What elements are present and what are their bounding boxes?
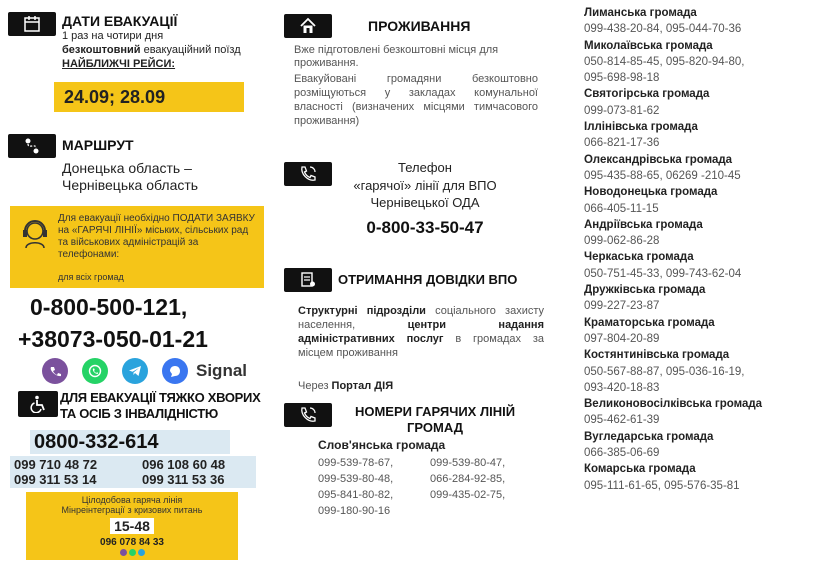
document-icon — [284, 268, 332, 292]
evac-dates: 24.09; 28.09 — [54, 82, 244, 112]
evac-train: евакуаційний поїзд — [140, 44, 241, 56]
signal-icon[interactable] — [162, 358, 188, 384]
list-item — [318, 487, 505, 503]
community-phones[interactable]: 066-405-11-15 — [584, 202, 659, 215]
hotline-phone[interactable]: 0-800-33-50-47 — [366, 218, 484, 237]
community-phones[interactable]: 099-062-86-28 — [584, 235, 660, 248]
phone-main-2[interactable]: +38073-050-01-21 — [18, 326, 208, 352]
cert-cnap: центри надання адміністративних послуг — [298, 319, 544, 345]
community-phones[interactable]: 095-435-88-65, 06269 -210-45 — [584, 169, 741, 182]
operator-icon — [18, 216, 52, 250]
community-name: Святогірська громада — [584, 88, 710, 101]
hotline-l2: «гарячої» лінії для ВПО — [353, 178, 497, 193]
community-phones[interactable]: 050-814-85-45, 095-820-94-80, — [584, 55, 745, 68]
community-name: Новодонецька громада — [584, 186, 718, 199]
community-phones[interactable]: 050-567-88-87, 095-036-16-19, — [584, 365, 745, 378]
housing-title: ПРОЖИВАННЯ — [368, 18, 471, 34]
community-phones[interactable]: 099-438-20-84, 095-044-70-36 — [584, 23, 742, 36]
community-phones[interactable]: 050-751-45-33, 099-743-62-04 — [584, 267, 742, 280]
phone-number[interactable]: 099-539-80-47, — [430, 457, 506, 469]
viber-icon — [120, 549, 127, 556]
community-phones[interactable]: 095-462-61-39 — [584, 414, 660, 427]
evac-line1: 1 раз на чотири дня — [62, 30, 164, 42]
cert-via: Через — [298, 380, 332, 392]
cert-struct: Структурні підрозділи — [298, 305, 426, 317]
minreint-messengers — [26, 549, 238, 556]
phone-number[interactable]: 099-539-80-48, — [318, 473, 394, 485]
hotlines-title-1: НОМЕРИ ГАРЯЧИХ ЛІНІЙ — [354, 404, 516, 419]
notice-sub: для всіх громад — [58, 272, 124, 282]
disabled-title-2: ТА ОСІБ З ІНВАЛІДНІСТЮ — [60, 406, 219, 421]
community-phones[interactable]: 097-804-20-89 — [584, 332, 660, 345]
phone-number[interactable]: 066-284-92-85, — [430, 473, 506, 485]
route-line1: Донецька область – — [62, 160, 192, 176]
community-name: Лиманська громада — [584, 7, 697, 19]
phone-main-1[interactable]: 0-800-500-121, — [30, 294, 188, 320]
certificate-p1 — [298, 304, 544, 360]
evac-line2 — [62, 44, 241, 56]
community-phones[interactable]: 099-227-23-87 — [584, 300, 660, 313]
list-item — [318, 471, 505, 487]
list-item — [318, 503, 505, 519]
wheelchair-icon — [18, 391, 58, 417]
community-phones[interactable]: 066-385-06-69 — [584, 447, 660, 460]
viber-icon[interactable] — [42, 358, 68, 384]
route-line2: Чернівецька область — [62, 177, 199, 193]
evac-free: безкоштовний — [62, 44, 141, 56]
disabled-number[interactable]: 096 108 60 48 — [142, 457, 226, 472]
minreint-short[interactable]: 15-48 — [110, 518, 154, 534]
community-name: Вугледарська громада — [584, 430, 714, 443]
notice-box — [10, 206, 264, 288]
disabled-title-1: ДЛЯ ЕВАКУАЦІЇ ТЯЖКО ХВОРИХ — [60, 390, 261, 405]
disabled-number[interactable]: 099 311 53 14 — [14, 472, 97, 487]
community-name: Миколаївська громада — [584, 39, 713, 52]
community-name: Андріївська громада — [584, 218, 703, 231]
community-name: Костянтинівська громада — [584, 349, 730, 362]
community-name: Олександрівська громада — [584, 153, 733, 166]
evac-title: ДАТИ ЕВАКУАЦІЇ — [62, 13, 178, 29]
disabled-number[interactable]: 099 710 48 72 — [14, 457, 98, 472]
minreint-phone[interactable]: 096 078 84 33 — [100, 537, 164, 548]
whatsapp-icon[interactable] — [82, 358, 108, 384]
telegram-icon[interactable] — [122, 358, 148, 384]
phone-icon — [284, 403, 332, 427]
right-column — [584, 5, 814, 494]
phone-number[interactable]: 099-435-02-75, — [430, 489, 506, 501]
certificate-p2 — [298, 380, 393, 392]
community-phones[interactable]: 095-111-61-65, 095-576-35-81 — [584, 479, 740, 492]
community-name: Краматорська громада — [584, 316, 715, 329]
community-name: Черкаська громада — [584, 251, 694, 264]
route-icon — [8, 134, 56, 158]
housing-p1: Вже підготовлені безкоштовні місця для проживання. — [294, 44, 499, 69]
slovyansk-community: Слов'янська громада — [318, 438, 446, 452]
route-title: МАРШРУТ — [62, 137, 134, 153]
cert-place: в громадах за місцем проживання — [298, 333, 544, 359]
certificate-title: ОТРИМАННЯ ДОВІДКИ ВПО — [338, 272, 518, 287]
hotline-l1: Телефон — [398, 160, 452, 175]
list-item — [318, 455, 505, 471]
evac-nearest: НАЙБЛИЖЧІ РЕЙСИ: — [62, 58, 176, 70]
hotlines-title-2: ГРОМАД — [407, 420, 463, 435]
minreint-line2: Мінреінтеграції з кризових питань — [61, 505, 203, 515]
minreint-line1: Цілодобова гаряча лінія — [81, 495, 183, 505]
disabled-numbers — [10, 456, 256, 488]
calendar-icon — [8, 12, 56, 36]
community-name: Дружківська громада — [584, 284, 706, 297]
home-icon — [284, 14, 332, 38]
phone-number[interactable]: 099-180-90-16 — [318, 505, 391, 517]
community-name: Великоновосілківська громада — [584, 398, 763, 411]
community-phones[interactable]: 093-420-18-83 — [584, 381, 660, 394]
cert-social: соціального захисту населення, — [298, 305, 545, 331]
whatsapp-icon — [129, 549, 136, 556]
community-name: Іллінівська громада — [584, 121, 698, 134]
slovyansk-phones — [318, 455, 505, 519]
housing-p2: Евакуйовані громадяни безкоштовно розміщуються у закладах комунальної власності (визначених місцями тимчасового проживання) — [294, 73, 538, 127]
disabled-phone[interactable]: 0800-332-614 — [30, 430, 230, 454]
community-name: Комарська громада — [584, 463, 696, 476]
signal-label: Signal — [196, 361, 248, 380]
diia-portal-link[interactable]: Портал ДІЯ — [331, 380, 394, 392]
notice-text: Для евакуації необхідно ПОДАТИ ЗАЯВКУ на «ГАРЯЧІ ЛІНІЇ» міських, сільських рад та військових адміністрацій за телефонами: — [58, 213, 255, 260]
community-phones[interactable]: 095-698-98-18 — [584, 72, 660, 85]
hotline-l3: Чернівецької ОДА — [370, 195, 480, 210]
community-phones[interactable]: 066-821-17-36 — [584, 137, 660, 150]
telegram-icon — [138, 549, 145, 556]
phone-icon — [284, 162, 332, 186]
phone-number[interactable]: 099-539-78-67, — [318, 457, 394, 469]
phone-number[interactable]: 095-841-80-82, — [318, 489, 394, 501]
community-phones[interactable]: 099-073-81-62 — [584, 104, 660, 117]
minreint-box — [26, 492, 238, 560]
disabled-number[interactable]: 099 311 53 36 — [142, 472, 225, 487]
